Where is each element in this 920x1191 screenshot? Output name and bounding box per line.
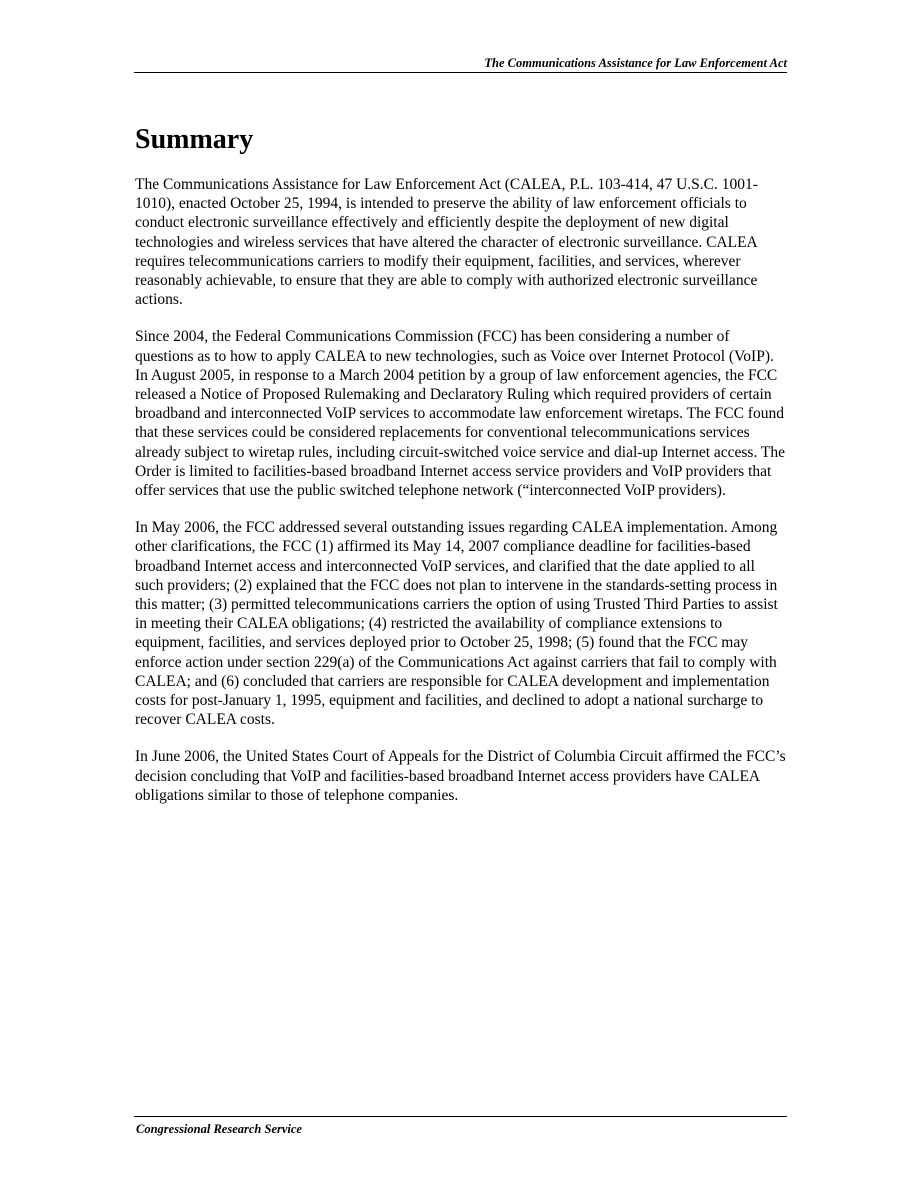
running-header: The Communications Assistance for Law Enforcement Act <box>484 56 787 70</box>
footer-divider <box>134 1116 787 1117</box>
running-footer: Congressional Research Service <box>136 1122 302 1136</box>
paragraph-may-2006: In May 2006, the FCC addressed several outstanding issues regarding CALEA implementation. Among other clarifications, the FCC (1) affirmed its May 14, 2007 compliance deadline for facilities-based broadband Internet access and interconnected VoIP services, and clarified that the date applied to all such providers; (2) explained that the FCC does not plan to intervene in the standards-setting process in this matter; (3) permitted telecommunications carriers the option of using Trusted Third Parties to assist in meeting their CALEA obligations; (4) restricted the availability of compliance extensions to equipment, facilities, and services deployed prior to October 25, 1998; (5) found that the FCC may enforce action under section 229(a) of the Communications Act against carriers that fail to comply with CALEA; and (6) concluded that carriers are responsible for CALEA development and implementation costs for post-January 1, 1995, equipment and facilities, and declined to adopt a national surcharge to recover CALEA costs. <box>135 519 778 729</box>
header-divider <box>134 72 787 73</box>
paragraph-fcc-voip: Since 2004, the Federal Communications Commission (FCC) has been considering a number of questions as to how to apply CALEA to new technologies, such as Voice over Internet Protocol (VoIP). In August 2005, in response to a March 2004 petition by a group of law enforcement agencies, the FCC released a Notice of Proposed Rulemaking and Declaratory Ruling which required providers of certain broadband and interconnected VoIP services to accommodate law enforcement wiretaps. The FCC found that these services could be considered replacements for conventional telecommunications services already subject to wiretap rules, including circuit-switched voice service and dial-up Internet access. The Order is limited to facilities-based broadband Internet access service providers and VoIP providers that offer services that use the public switched telephone network (“interconnected VoIP providers). <box>135 328 786 500</box>
paragraph-june-2006: In June 2006, the United States Court of Appeals for the District of Columbia Circuit affirmed the FCC’s decision concluding that VoIP and facilities-based broadband Internet access providers have CALEA obligations similar to those of telephone companies. <box>135 748 786 804</box>
paragraph-calea-overview: The Communications Assistance for Law Enforcement Act (CALEA, P.L. 103-414, 47 U.S.C. 1001-1010), enacted October 25, 1994, is intended to preserve the ability of law enforcement officials to conduct electronic surveillance effectively and efficiently despite the deployment of new digital technologies and wireless services that have altered the character of electronic surveillance. CALEA requires telecommunications carriers to modify their equipment, facilities, and services, wherever reasonably achievable, to ensure that they are able to comply with authorized electronic surveillance actions. <box>135 176 758 309</box>
section-title: Summary <box>135 124 254 155</box>
summary-body <box>135 175 787 823</box>
